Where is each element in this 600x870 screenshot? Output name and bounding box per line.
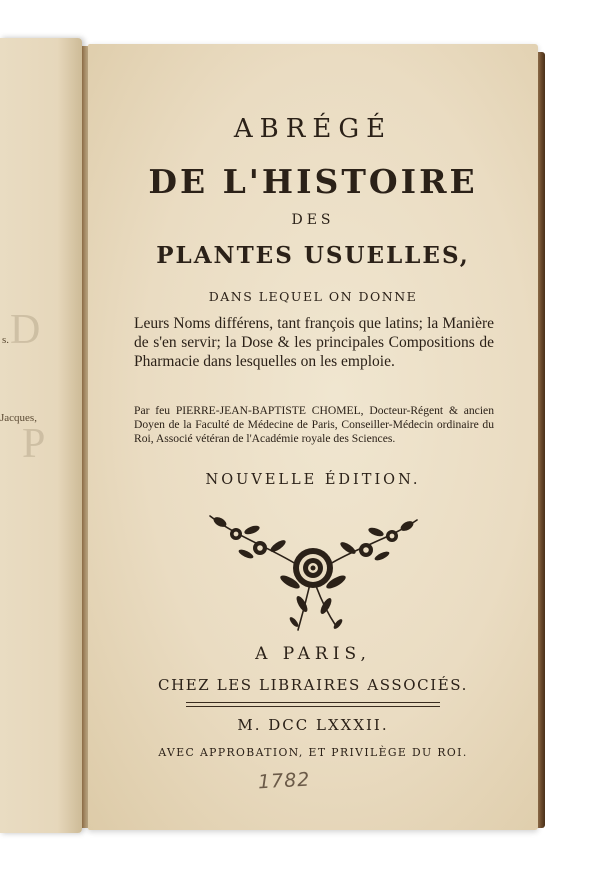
floral-ornament-icon <box>206 506 421 636</box>
description-paragraph: Leurs Noms différens, tant françois que latins; la Manière de s'en servir; la Dose & les principales Compositions de Pharmacie dans lesquelles on les emploie. <box>134 315 494 370</box>
author-credit: Par feu PIERRE-JEAN-BAPTISTE CHOMEL, Docteur-Régent & ancien Doyen de la Faculté de Médecine de Paris, Conseiller-Médecin ordinaire du Roi, Associé vétéran de l'Académie royale des Sciences. <box>134 404 494 445</box>
bleed-through-letter: D <box>10 307 41 353</box>
imprint-place: A PARIS, <box>255 644 371 664</box>
double-rule <box>186 702 440 703</box>
title-line-histoire: DE L'HISTOIRE <box>148 162 478 201</box>
left-page-fragment: Jacques, <box>0 412 37 424</box>
subtitle-line: DANS LEQUEL ON DONNE <box>208 289 418 304</box>
bleed-through-letter: P <box>22 421 46 467</box>
title-page <box>88 44 538 830</box>
imprint-publisher: CHEZ LES LIBRAIRES ASSOCIÉS. <box>158 676 468 694</box>
left-page <box>0 38 82 833</box>
handwritten-year: 1782 <box>257 768 311 794</box>
title-line-abrege: ABRÉGÉ <box>233 114 393 144</box>
edition-line: NOUVELLE ÉDITION. <box>205 472 421 488</box>
double-rule <box>186 706 440 707</box>
left-page-fragment: s. <box>2 334 10 346</box>
title-line-plantes: PLANTES USUELLES, <box>156 242 470 269</box>
privilege-line: AVEC APPROBATION, ET PRIVILÈGE DU ROI. <box>158 746 468 759</box>
title-line-des: DES <box>291 212 335 228</box>
imprint-date: M. DCC LXXXII. <box>237 716 389 734</box>
